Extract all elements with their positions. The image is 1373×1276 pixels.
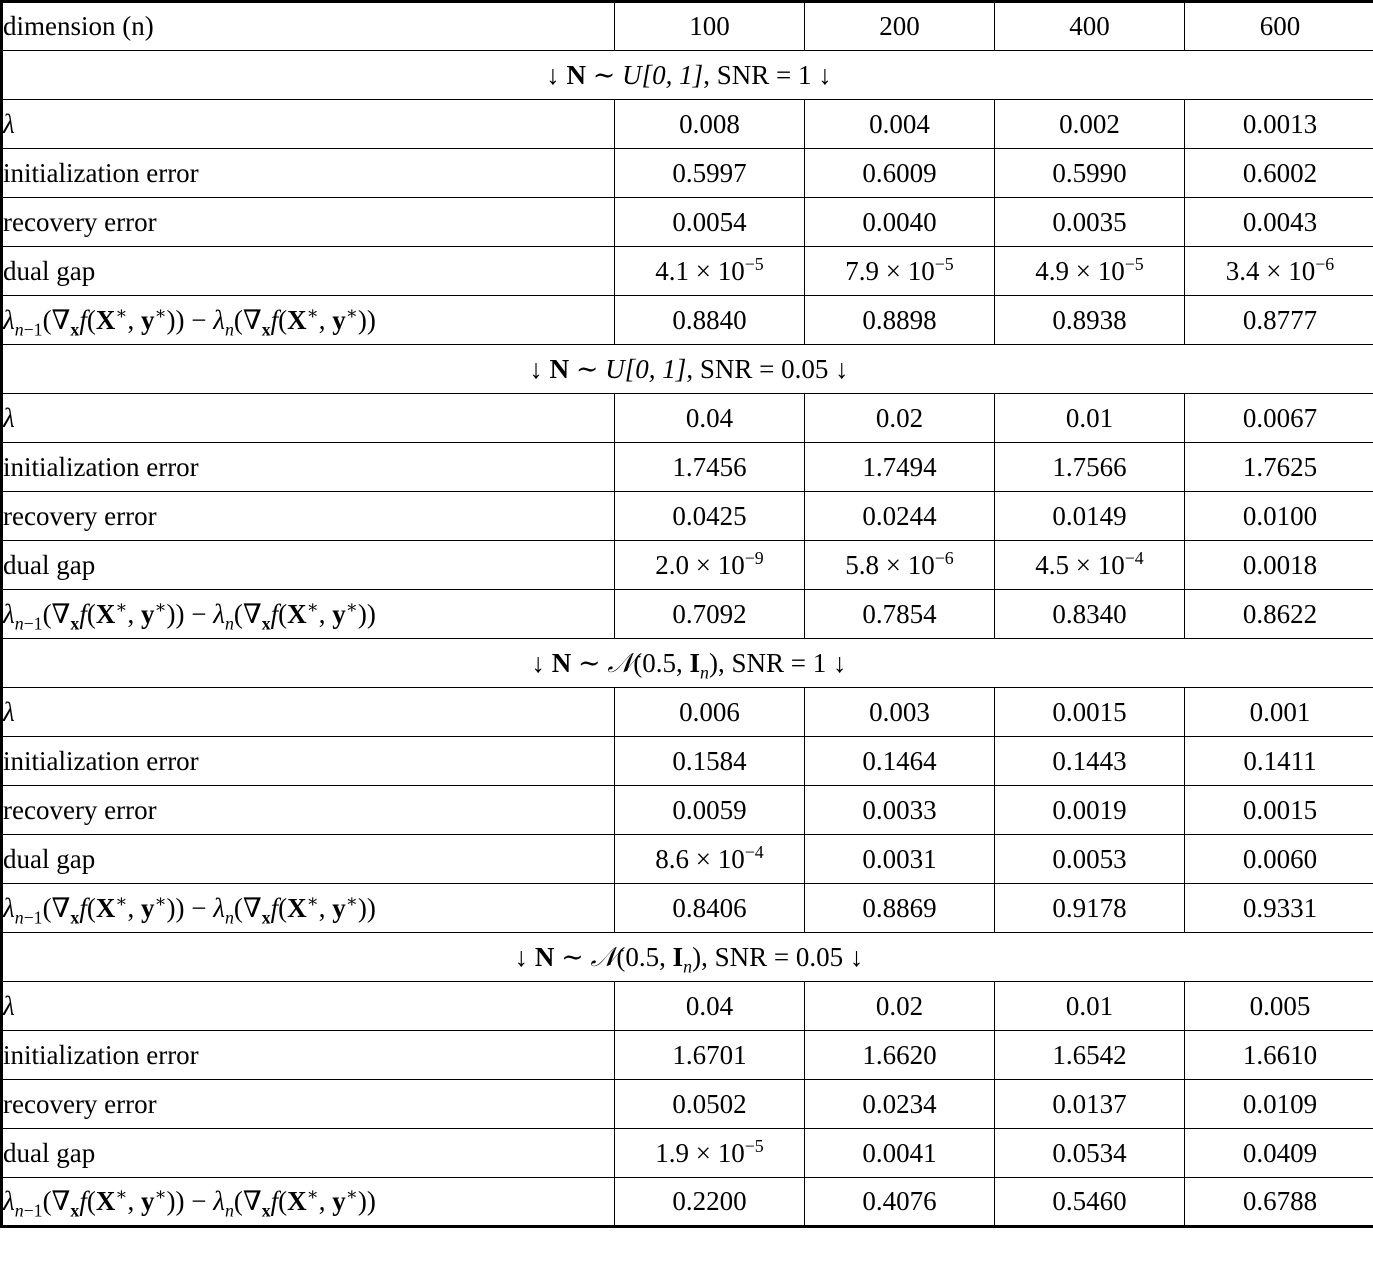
row-label-dual_gap-0: dual gap <box>2 247 615 296</box>
cell-init_error-s1-c1: 1.7494 <box>805 443 995 492</box>
table-row <box>2 884 1373 933</box>
row-label-dual_gap-2: dual gap <box>2 835 615 884</box>
cell-init_error-s0-c3: 0.6002 <box>1185 149 1373 198</box>
cell-eigengap-s2-c1: 0.8869 <box>805 884 995 933</box>
cell-recovery_error-s0-c0: 0.0054 <box>615 198 805 247</box>
cell-init_error-s3-c1: 1.6620 <box>805 1031 995 1080</box>
row-label-lambda-0: λ <box>2 100 615 149</box>
cell-init_error-s2-c2: 0.1443 <box>995 737 1185 786</box>
cell-eigengap-s3-c2: 0.5460 <box>995 1178 1185 1227</box>
table-row <box>2 982 1373 1031</box>
cell-eigengap-s3-c3: 0.6788 <box>1185 1178 1373 1227</box>
table-header-row <box>2 2 1373 51</box>
cell-recovery_error-s3-c2: 0.0137 <box>995 1080 1185 1129</box>
cell-dual_gap-s2-c0: $8.6 \times 10^{-4}$ <box>615 835 805 884</box>
header-col-400: 400 <box>995 2 1185 51</box>
table-row <box>2 149 1373 198</box>
table-row <box>2 100 1373 149</box>
cell-dual_gap-s0-c0: $4.1 \times 10^{-5}$ <box>615 247 805 296</box>
cell-eigengap-s1-c3: 0.8622 <box>1185 590 1373 639</box>
table-row <box>2 590 1373 639</box>
table-row <box>2 443 1373 492</box>
cell-eigengap-s2-c3: 0.9331 <box>1185 884 1373 933</box>
section-heading-row-1 <box>2 345 1373 394</box>
table-row <box>2 1031 1373 1080</box>
row-label-init_error-1: initialization error <box>2 443 615 492</box>
table-row <box>2 492 1373 541</box>
row-label-recovery_error-0: recovery error <box>2 198 615 247</box>
cell-eigengap-s0-c1: 0.8898 <box>805 296 995 345</box>
cell-eigengap-s3-c1: 0.4076 <box>805 1178 995 1227</box>
cell-init_error-s0-c1: 0.6009 <box>805 149 995 198</box>
cell-lambda-s0-c3: 0.0013 <box>1185 100 1373 149</box>
section-heading-3: ↓ N ∼ 𝒩(0.5, $I_n$), SNR = 0.05 ↓ <box>2 933 1373 982</box>
table-row <box>2 247 1373 296</box>
table-row <box>2 737 1373 786</box>
cell-lambda-s0-c0: 0.008 <box>615 100 805 149</box>
cell-recovery_error-s2-c2: 0.0019 <box>995 786 1185 835</box>
table-row <box>2 541 1373 590</box>
cell-dual_gap-s0-c1: $7.9 \times 10^{-5}$ <box>805 247 995 296</box>
cell-dual_gap-s0-c2: $4.9 \times 10^{-5}$ <box>995 247 1185 296</box>
cell-lambda-s2-c1: 0.003 <box>805 688 995 737</box>
cell-dual_gap-s0-c3: $3.4 \times 10^{-6}$ <box>1185 247 1373 296</box>
cell-dual_gap-s1-c2: $4.5 \times 10^{-4}$ <box>995 541 1185 590</box>
row-label-eigengap-0: $\lambda_{n-1}(\nabla_xf(X^∗$, $y^∗)) - \lambda_n(\nabla_xf(X^∗$, y∗)) <box>2 296 615 345</box>
section-heading-row-0 <box>2 51 1373 100</box>
cell-dual_gap-s3-c1: 0.0041 <box>805 1129 995 1178</box>
row-label-lambda-2: λ <box>2 688 615 737</box>
row-label-dual_gap-1: dual gap <box>2 541 615 590</box>
cell-dual_gap-s2-c1: 0.0031 <box>805 835 995 884</box>
cell-recovery_error-s2-c0: 0.0059 <box>615 786 805 835</box>
cell-dual_gap-s2-c3: 0.0060 <box>1185 835 1373 884</box>
cell-recovery_error-s1-c2: 0.0149 <box>995 492 1185 541</box>
header-col-200: 200 <box>805 2 995 51</box>
cell-recovery_error-s2-c3: 0.0015 <box>1185 786 1373 835</box>
cell-init_error-s2-c1: 0.1464 <box>805 737 995 786</box>
cell-eigengap-s0-c0: 0.8840 <box>615 296 805 345</box>
cell-dual_gap-s1-c0: $2.0 \times 10^{-9}$ <box>615 541 805 590</box>
cell-init_error-s1-c0: 1.7456 <box>615 443 805 492</box>
cell-eigengap-s3-c0: 0.2200 <box>615 1178 805 1227</box>
cell-eigengap-s2-c2: 0.9178 <box>995 884 1185 933</box>
cell-lambda-s3-c3: 0.005 <box>1185 982 1373 1031</box>
cell-dual_gap-s2-c2: 0.0053 <box>995 835 1185 884</box>
cell-recovery_error-s1-c1: 0.0244 <box>805 492 995 541</box>
row-label-dual_gap-3: dual gap <box>2 1129 615 1178</box>
cell-recovery_error-s0-c1: 0.0040 <box>805 198 995 247</box>
cell-init_error-s3-c3: 1.6610 <box>1185 1031 1373 1080</box>
row-label-init_error-0: initialization error <box>2 149 615 198</box>
cell-recovery_error-s1-c0: 0.0425 <box>615 492 805 541</box>
cell-init_error-s3-c2: 1.6542 <box>995 1031 1185 1080</box>
row-label-recovery_error-3: recovery error <box>2 1080 615 1129</box>
cell-init_error-s3-c0: 1.6701 <box>615 1031 805 1080</box>
cell-dual_gap-s3-c2: 0.0534 <box>995 1129 1185 1178</box>
row-label-eigengap-1: $\lambda_{n-1}(\nabla_xf(X^∗$, $y^∗)) - \lambda_n(\nabla_xf(X^∗$, y∗)) <box>2 590 615 639</box>
cell-recovery_error-s0-c2: 0.0035 <box>995 198 1185 247</box>
cell-lambda-s1-c1: 0.02 <box>805 394 995 443</box>
cell-recovery_error-s3-c1: 0.0234 <box>805 1080 995 1129</box>
table-row <box>2 835 1373 884</box>
row-label-recovery_error-2: recovery error <box>2 786 615 835</box>
cell-lambda-s1-c0: 0.04 <box>615 394 805 443</box>
table-row <box>2 296 1373 345</box>
cell-recovery_error-s0-c3: 0.0043 <box>1185 198 1373 247</box>
header-col-100: 100 <box>615 2 805 51</box>
cell-lambda-s1-c2: 0.01 <box>995 394 1185 443</box>
cell-dual_gap-s3-c0: $1.9 \times 10^{-5}$ <box>615 1129 805 1178</box>
row-label-eigengap-3: $\lambda_{n-1}(\nabla_xf(X^∗$, $y^∗)) - \lambda_n(\nabla_xf(X^∗$, y∗)) <box>2 1178 615 1227</box>
table-row <box>2 688 1373 737</box>
cell-lambda-s3-c0: 0.04 <box>615 982 805 1031</box>
header-dimension-label: dimension (n) <box>2 2 615 51</box>
cell-recovery_error-s2-c1: 0.0033 <box>805 786 995 835</box>
row-label-eigengap-2: $\lambda_{n-1}(\nabla_xf(X^∗$, $y^∗)) - \lambda_n(\nabla_xf(X^∗$, y∗)) <box>2 884 615 933</box>
cell-init_error-s1-c3: 1.7625 <box>1185 443 1373 492</box>
cell-lambda-s0-c2: 0.002 <box>995 100 1185 149</box>
table-row <box>2 786 1373 835</box>
table-row <box>2 1129 1373 1178</box>
cell-init_error-s1-c2: 1.7566 <box>995 443 1185 492</box>
cell-dual_gap-s3-c3: 0.0409 <box>1185 1129 1373 1178</box>
section-heading-1: ↓ N ∼ U[0, 1], SNR = 0.05 ↓ <box>2 345 1373 394</box>
cell-init_error-s2-c0: 0.1584 <box>615 737 805 786</box>
cell-recovery_error-s3-c3: 0.0109 <box>1185 1080 1373 1129</box>
table-row <box>2 1178 1373 1227</box>
cell-eigengap-s0-c2: 0.8938 <box>995 296 1185 345</box>
row-label-init_error-2: initialization error <box>2 737 615 786</box>
cell-lambda-s2-c0: 0.006 <box>615 688 805 737</box>
table-row <box>2 394 1373 443</box>
row-label-recovery_error-1: recovery error <box>2 492 615 541</box>
section-heading-2: ↓ N ∼ 𝒩(0.5, $I_n$), SNR = 1 ↓ <box>2 639 1373 688</box>
cell-init_error-s0-c0: 0.5997 <box>615 149 805 198</box>
header-col-600: 600 <box>1185 2 1373 51</box>
cell-lambda-s0-c1: 0.004 <box>805 100 995 149</box>
cell-recovery_error-s1-c3: 0.0100 <box>1185 492 1373 541</box>
row-label-lambda-3: λ <box>2 982 615 1031</box>
cell-eigengap-s1-c1: 0.7854 <box>805 590 995 639</box>
cell-lambda-s3-c2: 0.01 <box>995 982 1185 1031</box>
section-heading-0: ↓ N ∼ U[0, 1], SNR = 1 ↓ <box>2 51 1373 100</box>
cell-recovery_error-s3-c0: 0.0502 <box>615 1080 805 1129</box>
cell-lambda-s2-c2: 0.0015 <box>995 688 1185 737</box>
table-row <box>2 1080 1373 1129</box>
section-heading-row-2 <box>2 639 1373 688</box>
section-heading-row-3 <box>2 933 1373 982</box>
table-body <box>2 2 1373 1227</box>
cell-dual_gap-s1-c1: $5.8 \times 10^{-6}$ <box>805 541 995 590</box>
cell-init_error-s2-c3: 0.1411 <box>1185 737 1373 786</box>
row-label-init_error-3: initialization error <box>2 1031 615 1080</box>
cell-lambda-s1-c3: 0.0067 <box>1185 394 1373 443</box>
cell-eigengap-s2-c0: 0.8406 <box>615 884 805 933</box>
row-label-lambda-1: λ <box>2 394 615 443</box>
cell-dual_gap-s1-c3: 0.0018 <box>1185 541 1373 590</box>
table-row <box>2 198 1373 247</box>
cell-eigengap-s1-c2: 0.8340 <box>995 590 1185 639</box>
cell-eigengap-s0-c3: 0.8777 <box>1185 296 1373 345</box>
cell-init_error-s0-c2: 0.5990 <box>995 149 1185 198</box>
cell-lambda-s2-c3: 0.001 <box>1185 688 1373 737</box>
cell-lambda-s3-c1: 0.02 <box>805 982 995 1031</box>
cell-eigengap-s1-c0: 0.7092 <box>615 590 805 639</box>
